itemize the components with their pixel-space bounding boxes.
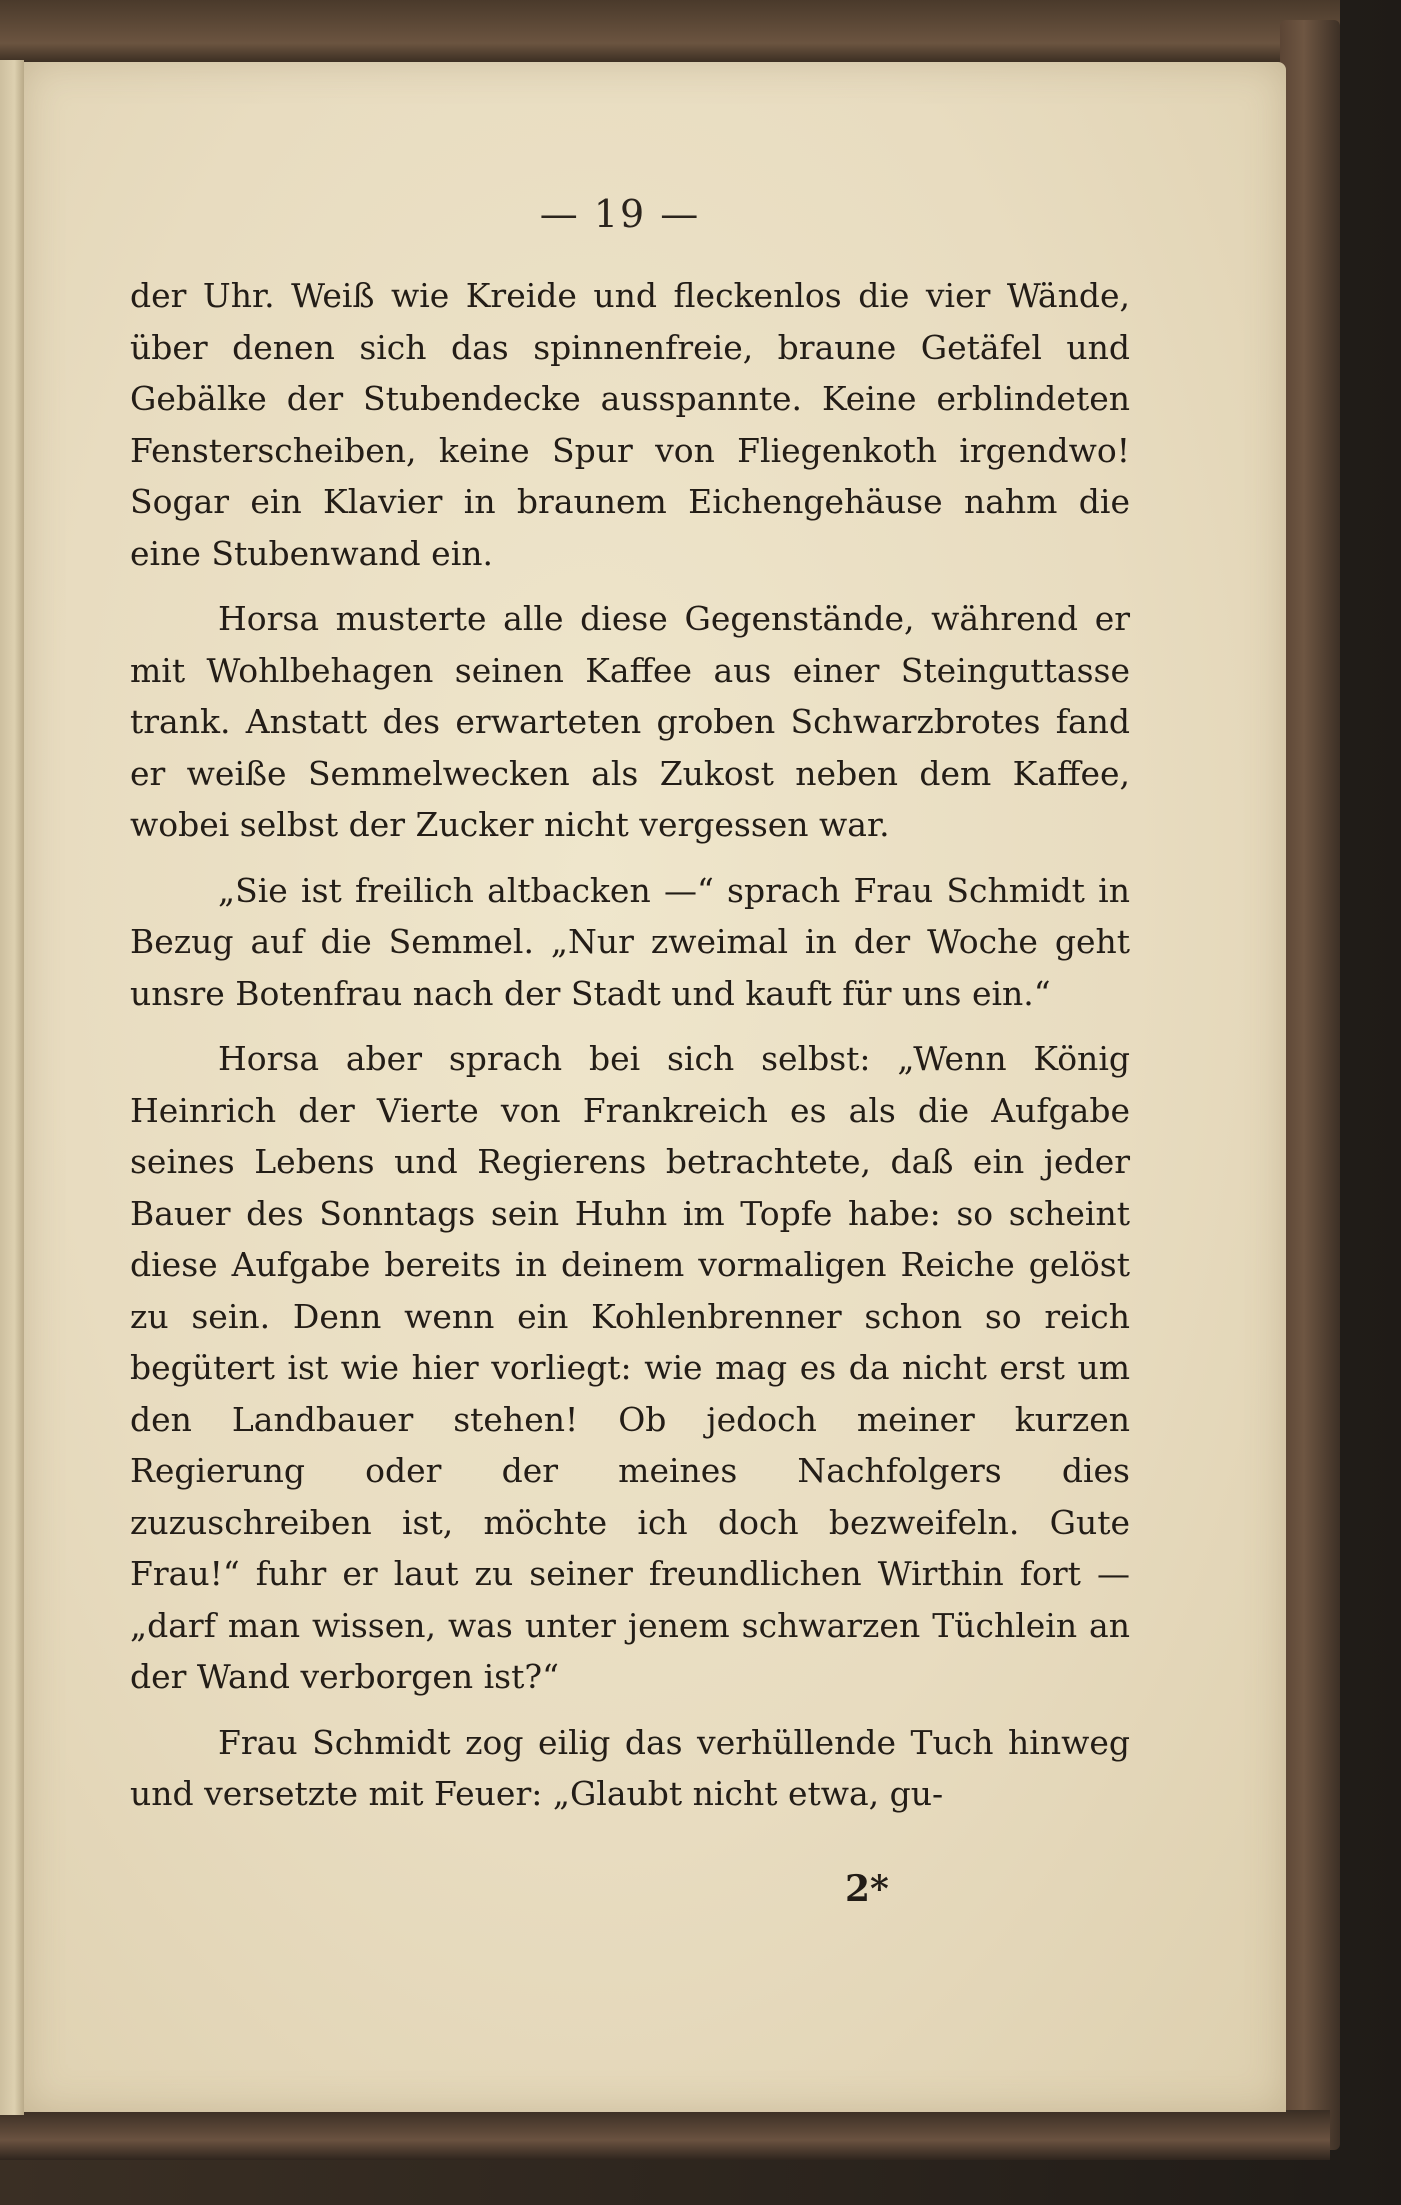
paragraph: Horsa aber sprach bei sich selbst: „Wenn König Heinrich der Vierte von Frankreich es als die Aufgabe seines Lebens und Regierens betrachtete, daß ein jeder Bauer des Sonntags sein Huhn im Topfe habe: so scheint diese Aufgabe bereits in deinem vormaligen Reiche gelöst zu sein. Denn wenn ein Kohlenbrenner schon so reich begütert ist wie hier vorliegt: wie mag es da nicht erst um den Landbauer stehen! Ob jedoch meiner kurzen Regierung oder der meines Nachfolgers dies zuzuschreiben ist, möchte ich doch bezweifeln. Gute Frau!“ fuhr er laut zu seiner freundlichen Wirthin fort — „darf man wissen, was unter jenem schwarzen Tüchlein an der Wand verborgen ist?“ — [130, 1039, 1130, 1696]
paragraph: „Sie ist freilich altbacken —“ sprach Frau Schmidt in Bezug auf die Semmel. „Nur zweimal in der Woche geht unsre Botenfrau nach der Stadt und kauft für uns ein.“ — [130, 870, 1130, 1013]
page-number: — 19 — — [539, 192, 701, 236]
paragraph: Horsa musterte alle diese Gegenstände, während er mit Wohlbehagen seinen Kaffee aus einer Steinguttasse trank. Anstatt des erwarteten groben Schwarzbrotes fand er weiße Semmelwecken als Zukost neben dem Kaffee, wobei selbst der Zucker nicht vergessen war. — [130, 599, 1130, 844]
printer-signature-mark: 2* — [845, 1868, 889, 1910]
paragraph: Frau Schmidt zog eilig das verhüllende Tuch hinweg und versetzte mit Feuer: „Glaubt nicht etwa, gu- — [130, 1722, 1130, 1813]
book-cover-right-edge — [1280, 20, 1340, 2150]
page-body-text — [130, 270, 1130, 1834]
paragraph: der Uhr. Weiß wie Kreide und fleckenlos die vier Wände, über denen sich das spinnenfreie, braune Getäfel und Gebälke der Stubendecke ausspannte. Keine erblindeten Fensterscheiben, keine Spur von Fliegenkoth irgendwo! Sogar ein Klavier in braunem Eichengehäuse nahm die eine Stubenwand ein. — [130, 276, 1130, 573]
book-cover-top-edge — [0, 0, 1340, 62]
facing-page-edge — [0, 60, 24, 2115]
book-cover-bottom-edge — [0, 2110, 1330, 2160]
